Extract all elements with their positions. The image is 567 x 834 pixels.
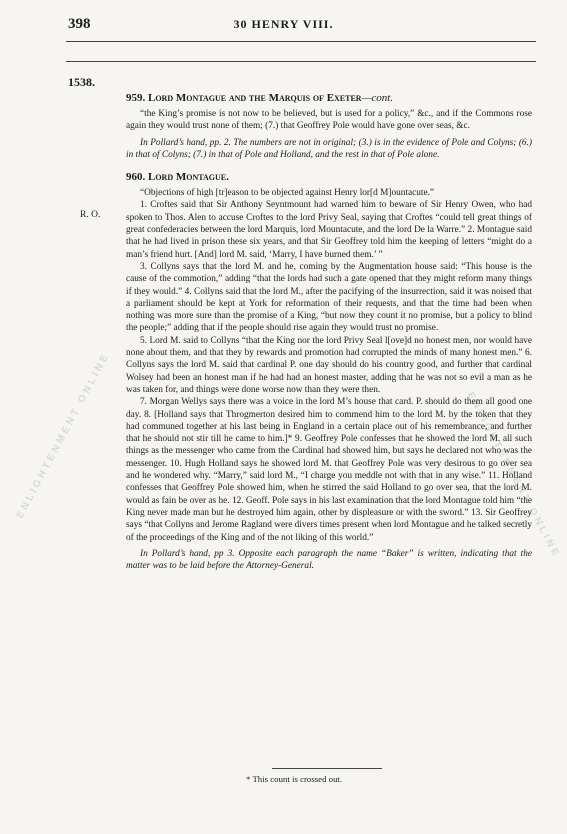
entry-960-note: In Pollard’s hand, pp 3. Opposite each paragraph the name “Baker” is written, indicating that the matter was to be laid before the Attorney-General. [126, 548, 532, 572]
footnote: * This count is crossed out. [246, 774, 343, 784]
entry-959-heading [126, 92, 532, 105]
entry-960-paragraph: 7. Morgan Wellys says there was a voice in the lord M’s house that card. P. should do them all good one day. 8. [Holland says that Throgmerton desired him to commend him to the lord M. by the token that they had communed together at his last being in England in a certain place out of his remembrance, and further that he should not stir till he came to him.]* 9. Geoffrey Pole confesses that he showed the lord M. all such things as the messenger who came from the Cardinal had showed him, but says he declared not who was the messenger. 10. Hugh Holland says he showed lord M. that Geoffrey Pole was very desirous to go over sea and he wondered why. “Marry,” said lord M., “I charge you meddle not with that in any wise.” 11. Holland confesses that Geoffrey Pole showed him, when he stirred the said Holland to go over sea, that the lord M. would as fain be over as he. 12. Geoff. Pole says in his last examination that the lord Montague told him “the King never made man but he destroyed him again, other by displeasure or with the sword.” 13. Sir Geoffrey says “that Collyns and Jerome Ragland were divers times present when lord Montague and he talked secretly of the proceedings of the King and of the not liking of this world.” [126, 397, 532, 543]
margin-year: 1538. [68, 75, 95, 89]
entry-960-paragraph: 5. Lord M. said to Collyns “that the King nor the lord Privy Seal l[ove]d no honest men, nor would have none about them, and that they by rewards and promotion had corrupted the minds of many honest men.” 6. Collyns says the lord M. said that cardinal P. one day should do his country good, and further that cardinal Wolsey had been an honest man if he had had an honest master, adding that he was not so evil a man as he was taken for, and things were done worse now than they were then. [126, 335, 532, 395]
page-number: 398 [68, 16, 91, 32]
entry-959-number: 959. [126, 92, 146, 104]
entry-960-title: Lord Montague. [148, 171, 229, 184]
entry-960-paragraph: 3. Collyns says that the lord M. and he, coming by the Augmentation house said: “This house is the cause of the commotion,” adding “that the lords had such a gate opened that they might reform many things if they would.” 4. Collyns said that the lord M., after the pacifying of the insurrection, said it was noised that a parliament should be kept at York for reformation of their requests, and that the time had been when nothing was more sure than the promise of a King, “but now they count it no promise, but a policy to blind the people;” adding that if the people should rise again they would trust no promise. [126, 261, 532, 334]
entry-960-paragraph: 1. Croftes said that Sir Anthony Seyntmount had warned him to beware of Sir Henry Owen, who had spoken to Thos. Alen to accuse Croftes to the lord Privy Seal, saying that Croftes “could tell great things of great confederacies between the lord Marquis, lord Mountacute, and the lord De la Warre.” 2. Montague said that he had lived in prison these six years, and that Sir Geoffrey told him the keeping of letters “might do a man’s friend hurt. [And] lord M. said, ‘Marry, I have burned them.’ ” [126, 200, 532, 260]
year-rule [66, 61, 536, 62]
running-title: 30 HENRY VIII. [233, 17, 334, 31]
watermark-right: ENLIGHTENMENT ONLINE [464, 390, 563, 561]
entry-960-number: 960. [126, 171, 146, 184]
entry-959-title: Lord Montague and the Marquis of Exeter [148, 92, 362, 104]
entry-960-paragraph: “Objections of high [tr]eason to be objected against Henry lor[d M]ountacute.” [140, 188, 435, 199]
footnote-rule [272, 768, 382, 769]
main-text [126, 92, 532, 572]
entry-959-text: “the King’s promise is not now to be believed, but is used for a policy,” &c., and if the Commons rose again they would trust none of them; (7.) that Geoffrey Pole would have gone over seas, &c. [126, 109, 532, 132]
entry-959-note: In Pollard’s hand, pp. 2. The numbers are not in original; (3.) is in the evidence of Pole and Colyns; (6.) in that of Colyns; (7.) in that of Pole and Holland, and the rest in that of Pole alone. [126, 137, 532, 160]
entry-959-suffix: —cont. [361, 92, 394, 104]
watermark-left: ENLIGHTENMENT ONLINE [14, 350, 113, 521]
side-note-ro: R. O. [80, 210, 101, 220]
header-rule [66, 41, 536, 42]
entry-960-heading [126, 171, 532, 184]
